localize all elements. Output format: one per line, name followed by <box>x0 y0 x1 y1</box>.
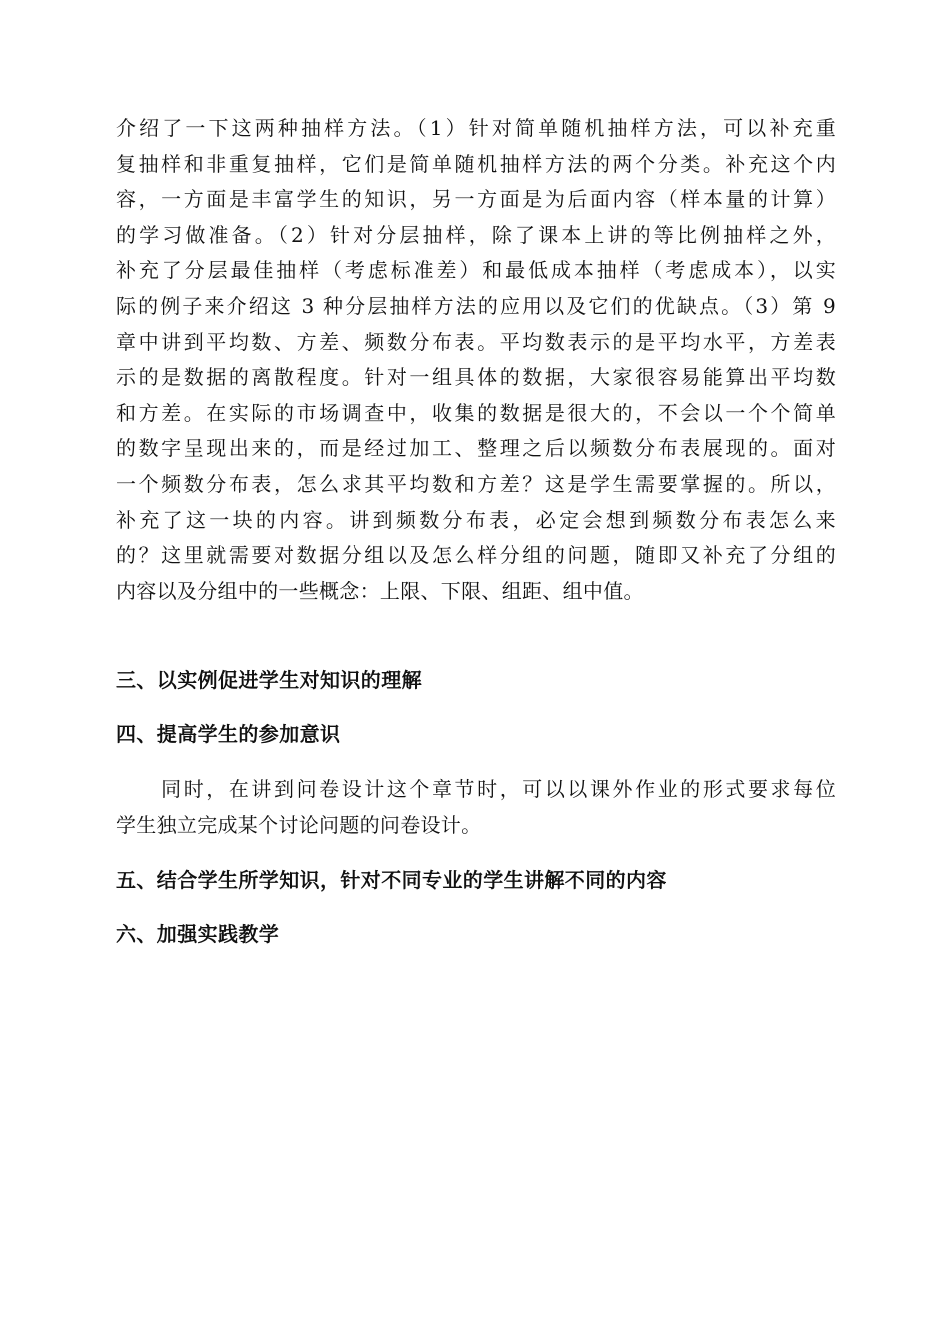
text-line: 的学习做准备。（2）针对分层抽样，除了课本上讲的等比例抽样之外， <box>116 222 836 247</box>
text-line: 际的例子来介绍这 3 种分层抽样方法的应用以及它们的优缺点。（3）第 9 <box>116 293 836 318</box>
text-line: 的数字呈现出来的，而是经过加工、整理之后以频数分布表展现的。面对 <box>116 436 836 461</box>
text-line: 补充了分层最佳抽样（考虑标准差）和最低成本抽样（考虑成本），以实 <box>116 258 836 283</box>
text-line: 的？这里就需要对数据分组以及怎么样分组的问题，随即又补充了分组的 <box>116 543 836 568</box>
section-heading-five: 五、结合学生所学知识，针对不同专业的学生讲解不同的内容 <box>116 868 667 892</box>
body-paragraph-sampling-methods <box>116 111 836 609</box>
text-line: 容，一方面是丰富学生的知识，另一方面是为后面内容（样本量的计算） <box>116 187 836 212</box>
text-line: 一个频数分布表，怎么求其平均数和方差？这是学生需要掌握的。所以， <box>116 471 836 496</box>
text-line: 同时，在讲到问卷设计这个章节时，可以以课外作业的形式要求每位 <box>116 777 836 801</box>
text-line: 复抽样和非重复抽样，它们是简单随机抽样方法的两个分类。补充这个内 <box>116 151 836 176</box>
text-line: 章中讲到平均数、方差、频数分布表。平均数表示的是平均水平，方差表 <box>116 329 836 354</box>
text-line: 示的是数据的离散程度。针对一组具体的数据，大家很容易能算出平均数 <box>116 365 836 390</box>
section-heading-six: 六、加强实践教学 <box>116 922 280 946</box>
section-heading-four: 四、提高学生的参加意识 <box>116 722 341 746</box>
text-line: 补充了这一块的内容。讲到频数分布表，必定会想到频数分布表怎么来 <box>116 507 836 532</box>
text-line: 学生独立完成某个讨论问题的问卷设计。 <box>116 812 482 837</box>
text-line: 和方差。在实际的市场调查中，收集的数据是很大的，不会以一个个简单 <box>116 400 836 425</box>
body-paragraph-questionnaire <box>116 772 836 843</box>
section-heading-three: 三、以实例促进学生对知识的理解 <box>116 668 422 692</box>
text-line: 内容以及分组中的一些概念：上限、下限、组距、组中值。 <box>116 578 644 603</box>
text-line: 介绍了一下这两种抽样方法。（1）针对简单随机抽样方法，可以补充重 <box>116 116 836 140</box>
